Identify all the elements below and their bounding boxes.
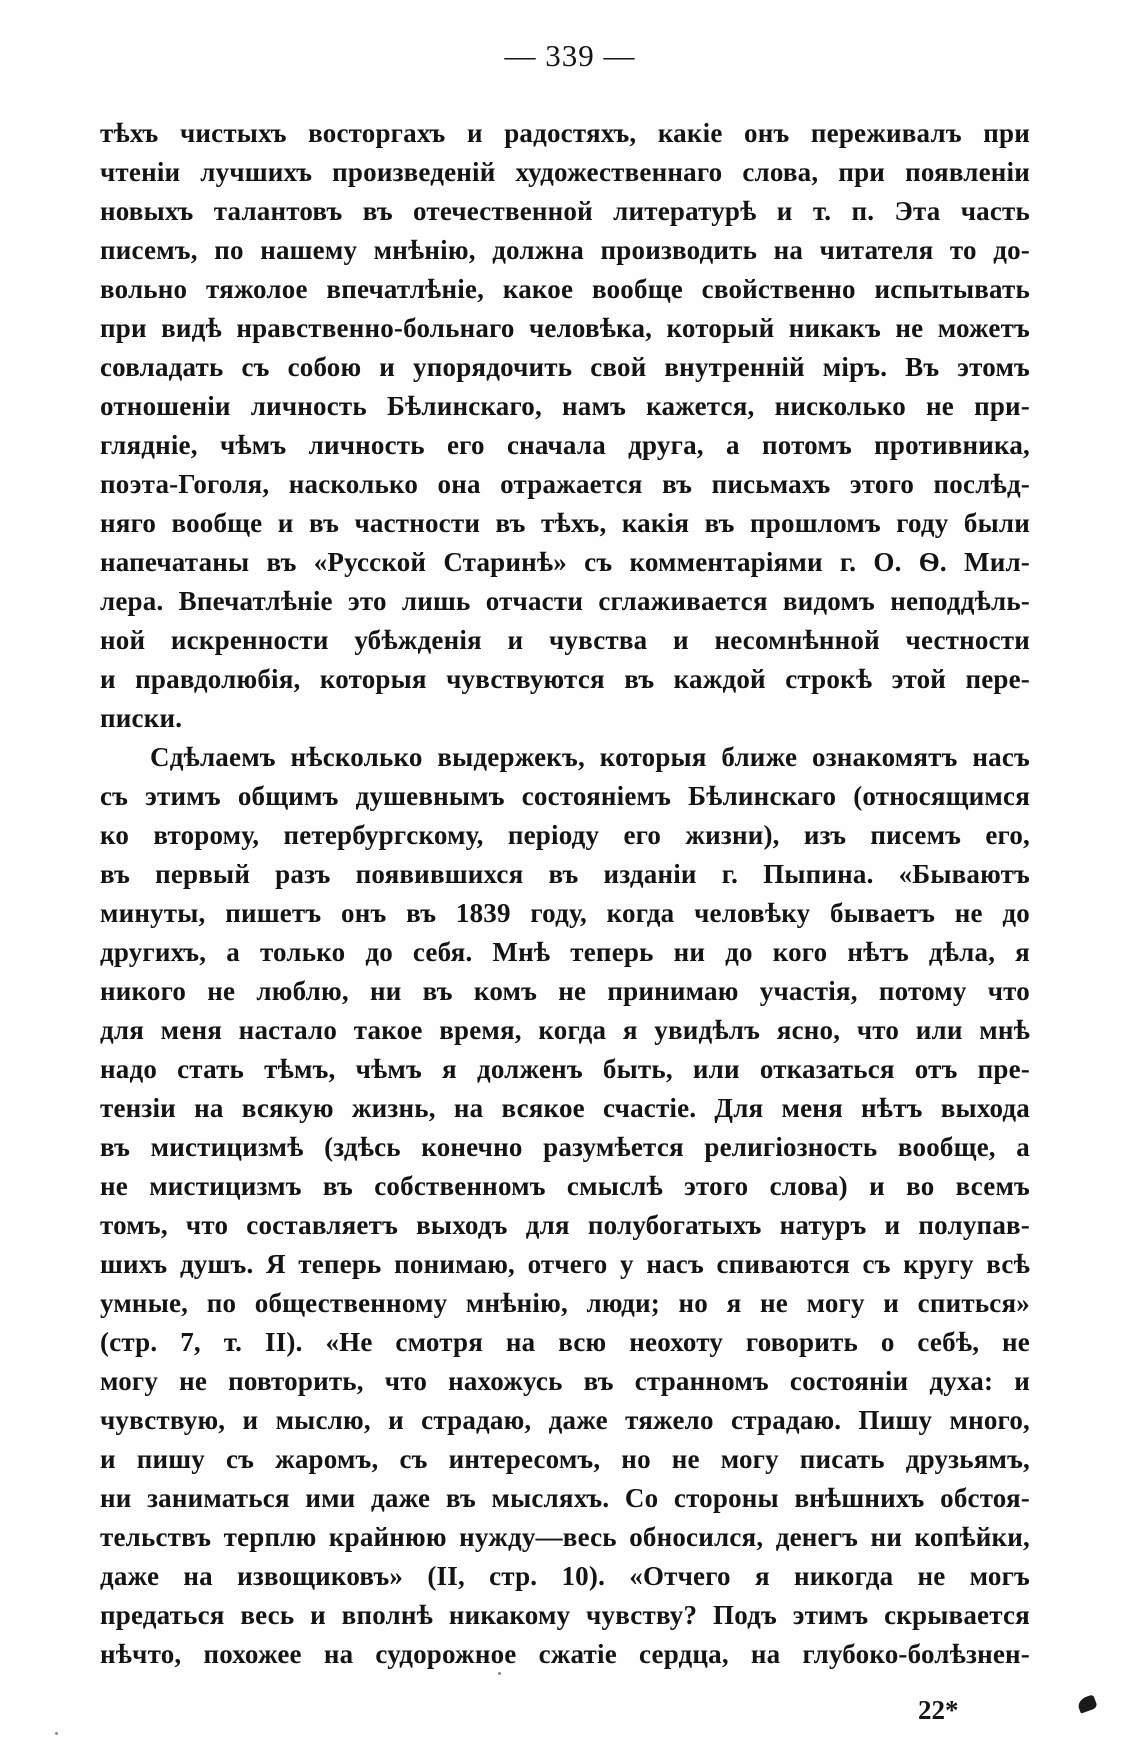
- text-line: чтеніи лучшихъ произведеній художественнаго слова, при появленіи: [100, 157, 1030, 187]
- text-line: новыхъ талантовъ въ отечественной литературѣ и т. п. Эта часть: [100, 196, 1030, 226]
- text-line: (стр. 7, т. II). «Не смотря на всю неохоту говорить о себѣ, не: [100, 1327, 1030, 1357]
- paragraph-2: [100, 738, 1030, 1674]
- text-line: писки.: [100, 703, 183, 733]
- text-line: отношеніи личность Бѣлинскаго, намъ кажется, нисколько не при-: [100, 391, 1030, 421]
- text-line: даже на извощиковъ» (II, стр. 10). «Отчего я никогда не могъ: [100, 1561, 1030, 1591]
- text-line: нѣчто, похожее на судорожное сжатіе сердца, на глубоко-болѣзнен-: [100, 1639, 1030, 1669]
- text-line: ни заниматься ими даже въ мысляхъ. Со стороны внѣшнихъ обстоя-: [100, 1483, 1030, 1513]
- text-line: няго вообще и въ частности въ тѣхъ, какія въ прошломъ году были: [100, 508, 1030, 538]
- text-line: совладать съ собою и упорядочить свой внутренній міръ. Въ этомъ: [100, 352, 1030, 382]
- text-line: съ этимъ общимъ душевнымъ состояніемъ Бѣлинскаго (относящимся: [100, 781, 1030, 811]
- text-line: въ мистицизмѣ (здѣсь конечно разумѣется религіозность вообще, а: [100, 1132, 1030, 1162]
- text-line: напечатаны въ «Русской Старинѣ» съ комментаріями г. О. Ѳ. Мил-: [100, 547, 1030, 577]
- text-line: и правдолюбія, которыя чувствуются въ каждой строкѣ этой пере-: [100, 664, 1030, 694]
- text-line: въ первый разъ появившихся въ изданіи г. Пыпина. «Бываютъ: [100, 859, 1030, 889]
- paragraph-1: [100, 114, 1030, 738]
- ink-blot: [1076, 1694, 1098, 1713]
- paper-speck: [498, 1672, 501, 1675]
- text-line: ной искренности убѣжденія и чувства и несомнѣнной честности: [100, 625, 1030, 655]
- text-line: писемъ, по нашему мнѣнію, должна производить на читателя то до-: [100, 235, 1030, 265]
- text-line: и пишу съ жаромъ, съ интересомъ, но не могу писать друзьямъ,: [100, 1444, 1030, 1474]
- text-line: могу не повторить, что нахожусь въ странномъ состояніи духа: и: [100, 1366, 1030, 1396]
- text-line: другихъ, а только до себя. Мнѣ теперь ни до кого нѣтъ дѣла, я: [100, 937, 1030, 967]
- page-number: — 339 —: [504, 38, 636, 73]
- body-text: [100, 114, 1030, 1674]
- signature-mark: 22*: [918, 1695, 959, 1725]
- text-line: для меня настало такое время, когда я увидѣлъ ясно, что или мнѣ: [100, 1015, 1030, 1045]
- text-line: лера. Впечатлѣніе это лишь отчасти сглаживается видомъ неподдѣль-: [100, 586, 1030, 616]
- text-line: никого не люблю, ни въ комъ не принимаю участія, потому что: [100, 976, 1030, 1006]
- text-line: предаться весь и вполнѣ никакому чувству? Подъ этимъ скрывается: [100, 1600, 1030, 1630]
- text-line: не мистицизмъ въ собственномъ смыслѣ этого слова) и во всемъ: [100, 1171, 1030, 1201]
- text-line: тѣхъ чистыхъ восторгахъ и радостяхъ, какіе онъ переживалъ при: [100, 118, 1030, 148]
- text-line: при видѣ нравственно-больнаго человѣка, который никакъ не можетъ: [100, 313, 1030, 343]
- text-line: умные, по общественному мнѣнію, люди; но я не могу и спиться»: [100, 1288, 1030, 1318]
- text-line: вольно тяжолое впечатлѣніе, какое вообще свойственно испытывать: [100, 274, 1030, 304]
- text-line: глядніе, чѣмъ личность его сначала друга, а потомъ противника,: [100, 430, 1030, 460]
- text-line: минуты, пишетъ онъ въ 1839 году, когда человѣку бываетъ не до: [100, 898, 1030, 928]
- paper-speck: [55, 1732, 58, 1735]
- text-line: ко второму, петербургскому, періоду его жизни), изъ писемъ его,: [100, 820, 1030, 850]
- text-line: томъ, что составляетъ выходъ для полубогатыхъ натуръ и полупав-: [100, 1210, 1030, 1240]
- text-line: тельствъ терплю крайнюю нужду—весь обносился, денегъ ни копѣйки,: [100, 1522, 1030, 1552]
- text-line: чувствую, и мыслю, и страдаю, даже тяжело страдаю. Пишу много,: [100, 1405, 1030, 1435]
- text-line: надо стать тѣмъ, чѣмъ я долженъ быть, или отказаться отъ пре-: [100, 1054, 1030, 1084]
- text-line: тензіи на всякую жизнь, на всякое счастіе. Для меня нѣтъ выхода: [100, 1093, 1030, 1123]
- text-line: шихъ душъ. Я теперь понимаю, отчего у насъ спиваются съ кругу всѣ: [100, 1249, 1030, 1279]
- text-line: поэта-Гоголя, насколько она отражается въ письмахъ этого послѣд-: [100, 469, 1030, 499]
- text-line: Сдѣлаемъ нѣсколько выдержекъ, которыя ближе ознакомятъ насъ: [150, 742, 1030, 772]
